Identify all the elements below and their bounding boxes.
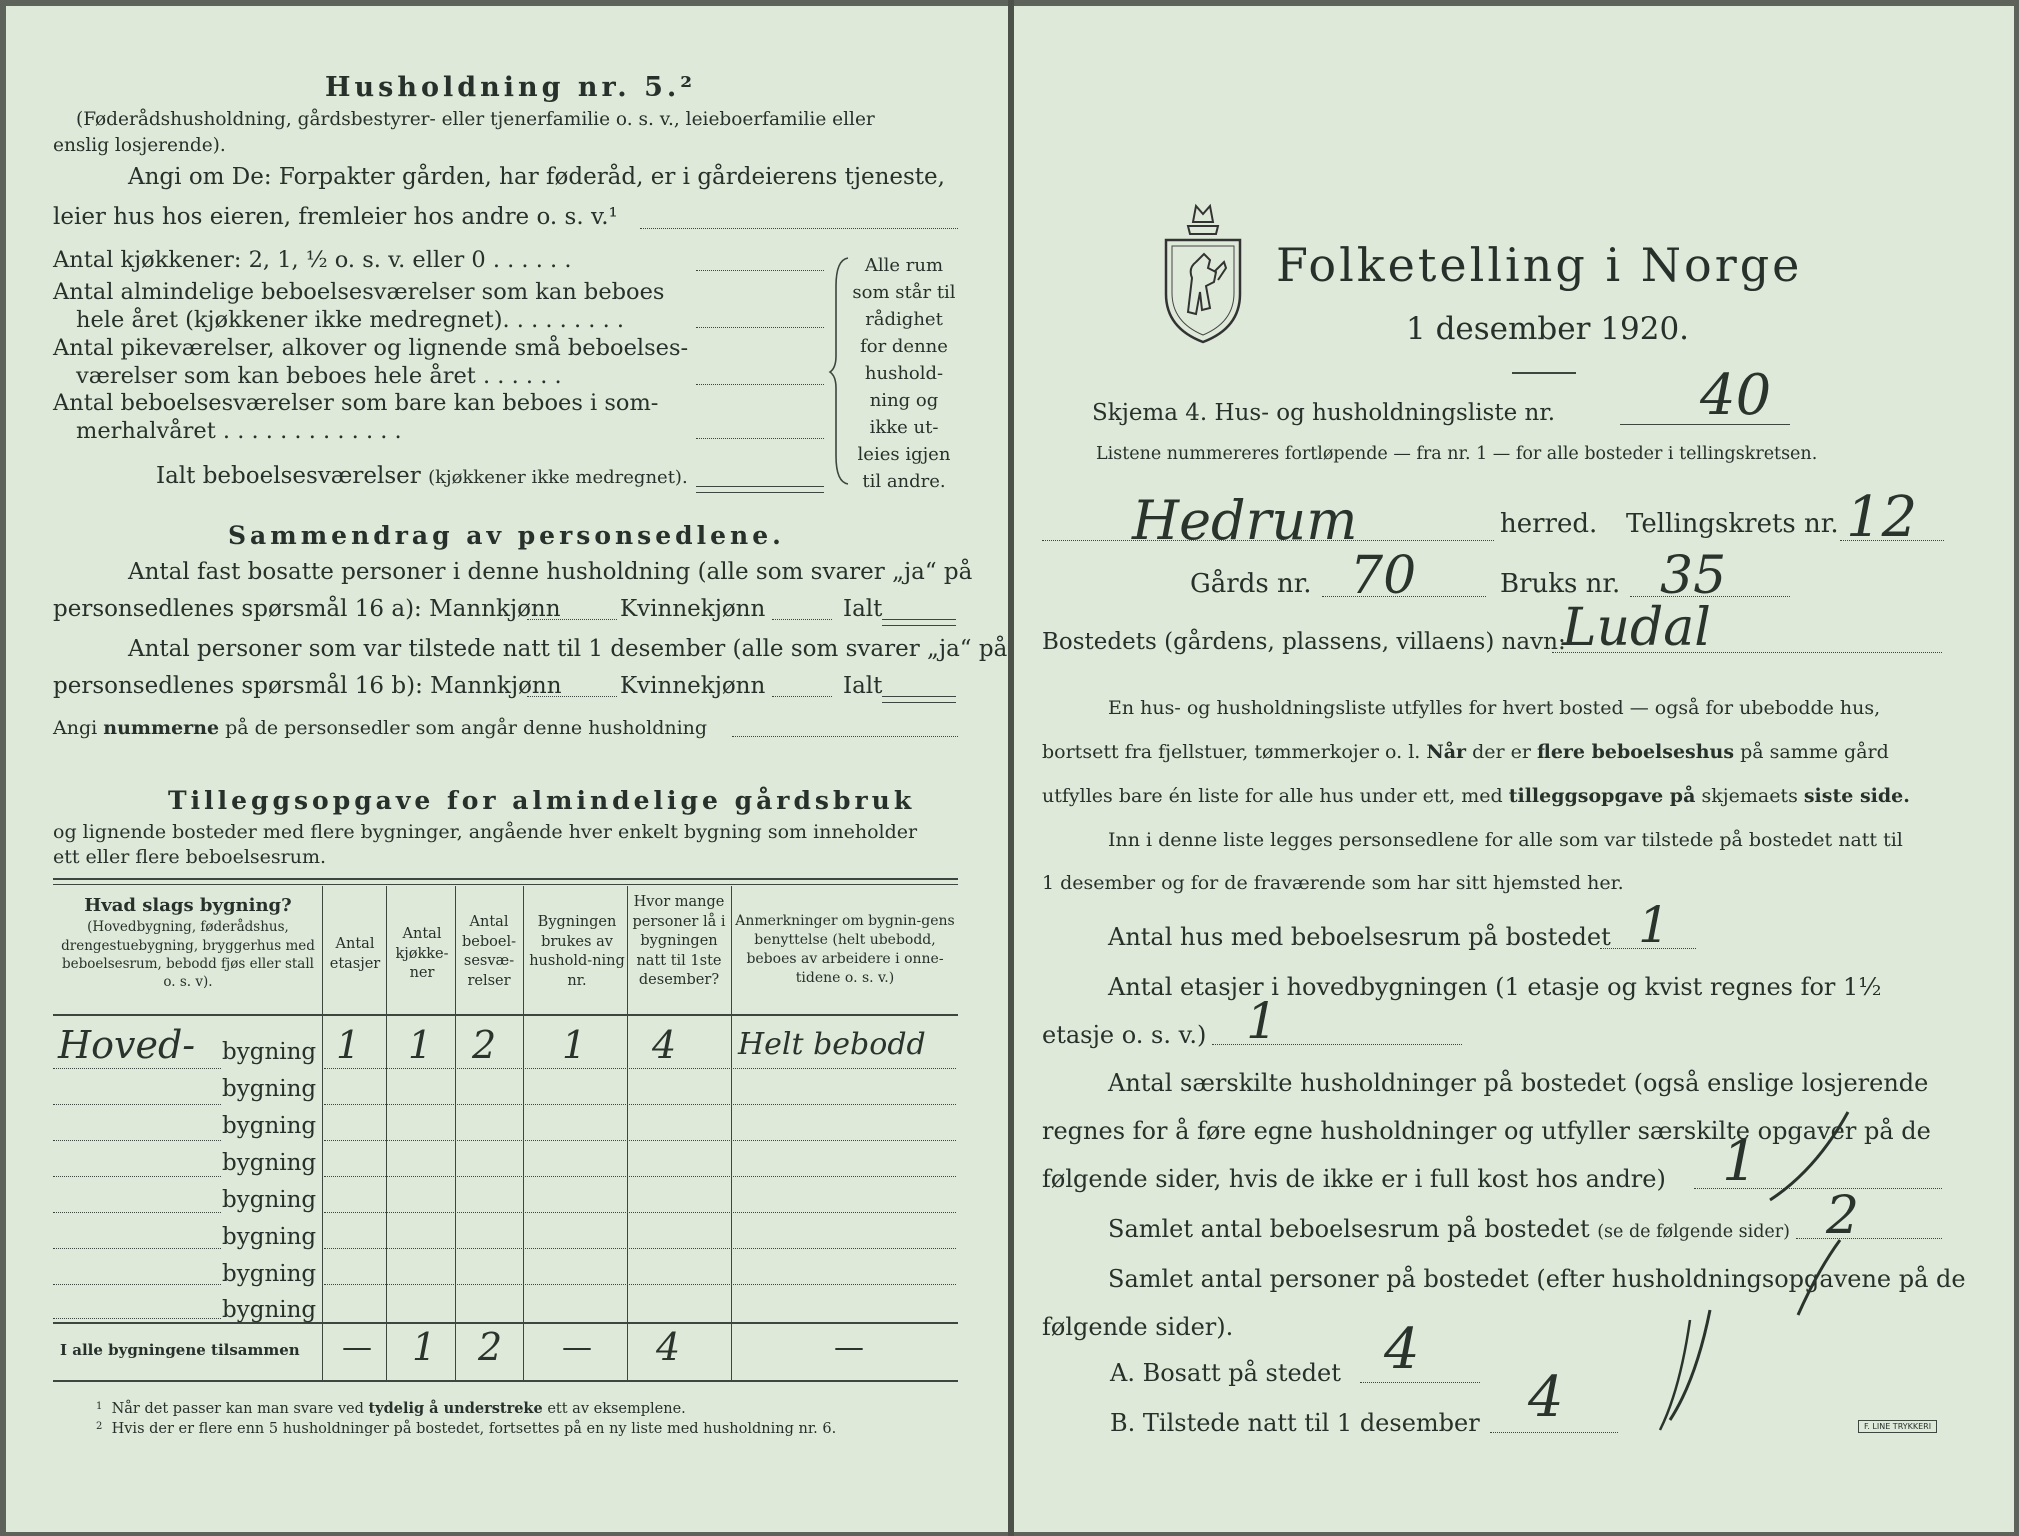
left-page (6, 6, 1008, 1532)
supplement-line2: ett eller flere beboelsesrum. (53, 846, 327, 868)
bygning-label-8: bygning (222, 1297, 317, 1323)
rooms-ordinary-cont: hele året (kjøkkener ikke medregnet). . . . . . . . . (76, 307, 625, 333)
summary-a-total-label: Ialt (843, 596, 883, 622)
row-1-line (53, 1068, 221, 1069)
total-kitchens: 1 (412, 1325, 437, 1369)
instructions-line5: 1 desember og for de fraværende som har sitt hjemsted her. (1042, 872, 1624, 894)
tellingskrets-label: Tellingskrets nr. (1626, 509, 1839, 539)
household-subtitle-line1: (Føderådshusholdning, gårdsbestyrer- eller tjenerfamilie o. s. v., leieboerfamilie eller (76, 109, 875, 130)
table-col-divider-3 (455, 886, 456, 1381)
question-line2: leier hus hos eieren, fremleier hos andre o. s. v.¹ (53, 204, 618, 230)
table-col-divider-6 (731, 886, 732, 1381)
summary-a-line2: personsedlenes spørsmål 16 a): Mannkjønn (53, 596, 561, 622)
row1-remarks: Helt bebodd (738, 1027, 926, 1062)
summary-b-total-label: Ialt (843, 673, 883, 699)
row-5-cells-line (324, 1212, 956, 1213)
summary-b-total-line2 (882, 702, 956, 703)
household-subtitle-line2: enslig losjerende). (53, 135, 226, 156)
summary-a-total-line2 (882, 625, 956, 626)
numbering-note: Listene nummereres fortløpende — fra nr. 1 — for alle bosteder i tellingskretsen. (1096, 444, 1818, 464)
summary-b-total-line (882, 696, 956, 697)
antal-hus-value: 1 (1638, 896, 1670, 954)
instructions-line3: utfylles bare én liste for alle hus under ett, med tilleggsopgave på skjemaets siste side. (1042, 785, 1910, 807)
col-header-household-nr: Bygningen brukes av hushold-ning nr. (529, 914, 625, 989)
rooms-summer-cont: merhalvåret . . . . . . . . . . . . . (76, 418, 402, 444)
rooms-total-label: Ialt beboelsesværelser (kjøkkener ikke medregnet). (156, 463, 688, 489)
samlet-rum-label: Samlet antal beboelsesrum på bostedet (se de følgende sider) (1108, 1215, 1790, 1243)
footnote-1: $^1$ Når det passer kan man svare ved tydelig å understreke ett av eksemplene. (96, 1400, 686, 1417)
row-6-cells-line (324, 1248, 956, 1249)
summary-a-male-line (527, 619, 617, 620)
bygning-label-5: bygning (222, 1187, 317, 1213)
summary-a-line1: Antal fast bosatte personer i denne husholdning (alle som svarer „ja“ på (128, 559, 973, 585)
row-2-line (53, 1104, 221, 1105)
bruks-value: 35 (1660, 546, 1727, 606)
row1-kitchens: 1 (408, 1023, 433, 1067)
rooms-maid-cont: værelser som kan beboes hele året . . . . . . (76, 363, 562, 389)
table-col-divider-4 (523, 886, 524, 1381)
total-label: I alle bygningene tilsammen (60, 1341, 300, 1359)
tilstede-line (1490, 1432, 1618, 1433)
rooms-summer-line (696, 438, 824, 439)
row-3-cells-line (324, 1140, 956, 1141)
etasjer-line1: Antal etasjer i hovedbygningen (1 etasje og kvist regnes for 1½ (1108, 973, 1882, 1001)
etasjer-line2: etasje o. s. v.) (1042, 1021, 1207, 1049)
total-floors: — (342, 1330, 372, 1365)
row-3-line (53, 1140, 221, 1141)
row-6-line (53, 1248, 221, 1249)
summary-b-female-label: Kvinnekjønn (620, 673, 766, 699)
row-8-line (53, 1318, 221, 1319)
total-remarks: — (834, 1330, 864, 1365)
bosatt-label: A. Bosatt på stedet (1110, 1359, 1341, 1387)
bygning-label-7: bygning (222, 1261, 317, 1287)
samlet-personer-line1: Samlet antal personer på bostedet (efter husholdningsopgavene på de (1108, 1265, 1966, 1293)
brace-note: Alle rum som står til rådighet for denne hushold- ning og ikke ut- leies igjen til andre. (852, 255, 956, 492)
rooms-kitchens-line (696, 270, 824, 271)
row-4-line (53, 1176, 221, 1177)
summary-a-female-label: Kvinnekjønn (620, 596, 766, 622)
question-line1: Angi om De: Forpakter gården, har føderåd, er i gårdeierens tjeneste, (128, 164, 945, 190)
col-header-remarks: Anmerkninger om bygnin-gens benyttelse (helt ubebodd, beboes av arbeidere i onne-tidene o. s. v.) (735, 913, 955, 986)
date-underline (1512, 372, 1576, 374)
printer-mark: F. LINE TRYKKERI (1858, 1420, 1937, 1433)
bygning-label-2: bygning (222, 1076, 317, 1102)
bosatt-value: 4 (1384, 1317, 1420, 1382)
row-2-cells-line (324, 1104, 956, 1105)
table-total-rule (53, 1322, 958, 1324)
check-strokes (1640, 1100, 1940, 1440)
samlet-personer-line2: følgende sider). (1042, 1313, 1234, 1341)
col-header-building: Hvad slags bygning? (Hovedbygning, føderådshus, drengestuebygning, bryggerhus med beboelsesrum, bebodd fjøs eller stall o. s. v). (61, 895, 315, 990)
summary-a-female-line (772, 619, 832, 620)
schema-nr-value: 40 (1700, 363, 1772, 428)
etasjer-value: 1 (1246, 992, 1278, 1050)
supplement-title: Tilleggsopgave for almindelige gårdsbruk (168, 786, 916, 815)
schema-label: Skjema 4. Hus- og husholdningsliste nr. (1092, 400, 1556, 426)
summary-a-total-line (882, 619, 956, 620)
bygning-label-1: bygning (222, 1039, 317, 1065)
row1-floors: 1 (336, 1023, 361, 1067)
bosatt-line (1360, 1382, 1480, 1383)
rooms-kitchens: Antal kjøkkener: 2, 1, ½ o. s. v. eller 0 . . . . . . (53, 247, 572, 273)
total-persons: 4 (656, 1325, 681, 1369)
instructions-line1: En hus- og husholdningsliste utfylles for hvert bosted — også for ubebodde hus, (1108, 697, 1881, 719)
bygning-label-6: bygning (222, 1224, 317, 1250)
tellingskrets-value: 12 (1846, 485, 1918, 550)
household-title: Husholdning nr. 5.² (325, 72, 697, 103)
husholdninger-line3: følgende sider, hvis de ikke er i full kost hos andre) (1042, 1165, 1666, 1193)
summary-b-male-line (527, 696, 617, 697)
herred-label: herred. (1500, 509, 1598, 539)
instructions-line2: bortsett fra fjellstuer, tømmerkojer o. l. Når der er flere beboelseshus på samme gård (1042, 741, 1889, 763)
footnote-2: $^2$ Hvis der er flere enn 5 husholdninger på bostedet, fortsettes på en ny liste med husholdning nr. 6. (96, 1421, 837, 1437)
table-col-divider-1 (322, 886, 323, 1381)
census-date: 1 desember 1920. (1406, 311, 1690, 347)
bosted-label: Bostedets (gårdens, plassens, villaens) navn: (1042, 629, 1566, 655)
row1-building-type: Hoved- (58, 1023, 196, 1067)
husholdninger-line1: Antal særskilte husholdninger på bostedet (også enslige losjerende (1108, 1069, 1929, 1097)
summary-b-female-line (772, 696, 832, 697)
table-col-divider-2 (386, 886, 387, 1381)
bosted-value: Ludal (1562, 598, 1711, 658)
row-5-line (53, 1212, 221, 1213)
summary-b-line1: Antal personer som var tilstede natt til 1 desember (alle som svarer „ja“ på (128, 636, 1008, 662)
tilstede-label: B. Tilstede natt til 1 desember (1110, 1409, 1480, 1437)
gards-label: Gårds nr. (1190, 569, 1312, 599)
instructions-line4: Inn i denne liste legges personsedlene for alle som var tilstede på bostedet natt til (1108, 829, 1903, 851)
total-household-nr: — (562, 1330, 592, 1365)
rooms-ordinary-line (696, 327, 824, 328)
rooms-total-line (696, 486, 824, 487)
rooms-maid: Antal pikeværelser, alkover og lignende små beboelses- (53, 335, 689, 361)
table-header-rule (53, 1014, 958, 1016)
bruks-label: Bruks nr. (1500, 569, 1621, 599)
angi-nummerne-line (732, 736, 958, 737)
angi-nummerne: Angi nummerne på de personsedler som angår denne husholdning (53, 717, 708, 739)
col-header-rooms: Antal beboel-sesvæ-relser (462, 914, 516, 989)
husholdninger-line2: regnes for å føre egne husholdninger og utfyller særskilte opgaver på de (1042, 1117, 1931, 1145)
husholdninger-value: 1 (1722, 1129, 1758, 1194)
rooms-total-line-double (696, 492, 824, 493)
gards-value: 70 (1350, 546, 1417, 606)
total-rooms: 2 (478, 1325, 503, 1369)
supplement-line1: og lignende bosteder med flere bygninger, angående hver enkelt bygning som inneholder (53, 821, 918, 843)
bygning-label-3: bygning (222, 1113, 317, 1139)
rooms-summer: Antal beboelsesværelser som bare kan beboes i som- (53, 390, 659, 416)
antal-hus-label: Antal hus med beboelsesrum på bostedet (1108, 923, 1611, 951)
col-header-floors: Antal etasjer (329, 936, 381, 972)
row-1-cells-line (324, 1068, 956, 1069)
row1-rooms: 2 (472, 1023, 497, 1067)
bygning-label-4: bygning (222, 1150, 317, 1176)
row-7-cells-line (324, 1284, 956, 1285)
rooms-ordinary: Antal almindelige beboelsesværelser som kan beboes (53, 279, 665, 305)
table-bottom-rule (53, 1380, 958, 1382)
row-7-line (53, 1284, 221, 1285)
rooms-maid-line (696, 384, 824, 385)
row-4-cells-line (324, 1176, 956, 1177)
summary-title: Sammendrag av personsedlene. (228, 521, 785, 550)
col-header-kitchens: Antal kjøkke-ner (395, 926, 449, 982)
norwegian-coat-of-arms-icon (1158, 196, 1248, 346)
samlet-rum-value: 2 (1826, 1186, 1860, 1246)
table-top-rule (53, 878, 958, 880)
census-title: Folketelling i Norge (1276, 238, 1803, 292)
tilstede-value: 4 (1528, 1365, 1564, 1430)
table-col-divider-5 (627, 886, 628, 1381)
row1-household-nr: 1 (562, 1023, 587, 1067)
row1-persons: 4 (652, 1023, 677, 1067)
herred-value: Hedrum (1132, 489, 1358, 552)
page-fold (1008, 0, 1014, 1536)
col-header-persons: Hvor mange personer lå i bygningen natt til 1ste desember? (632, 894, 726, 989)
question-answer-line (640, 228, 958, 229)
summary-b-line2: personsedlenes spørsmål 16 b): Mannkjønn (53, 673, 562, 699)
table-top-rule2 (53, 884, 958, 885)
